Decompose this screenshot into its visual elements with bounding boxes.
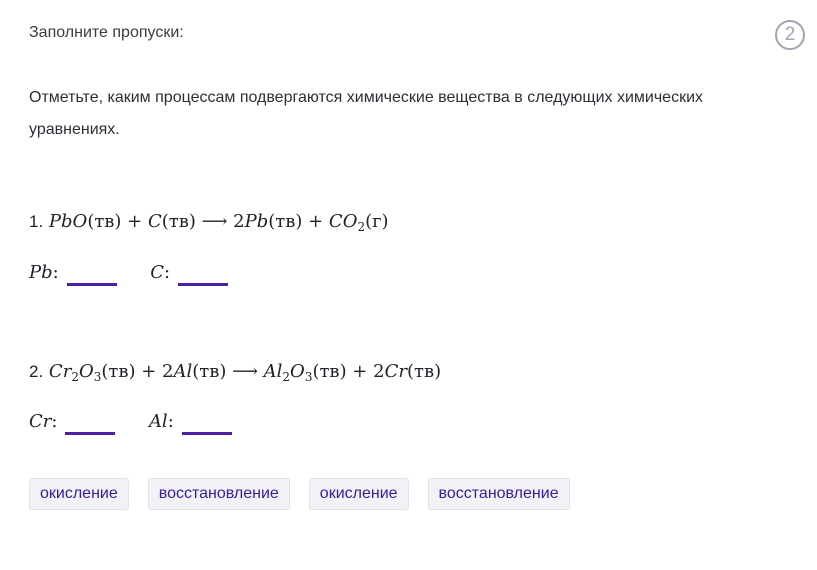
equation-1-number: 1. [29,212,44,231]
blank-pb-dropzone[interactable] [67,261,117,286]
option-chip-oxidation-1[interactable]: окисление [29,478,129,510]
blank-al-dropzone[interactable] [182,410,232,435]
blank-cr-dropzone[interactable] [65,410,115,435]
blank-c-dropzone[interactable] [178,261,228,286]
option-chip-oxidation-2[interactable]: окисление [309,478,409,510]
task-text: Отметьте, каким процессам подвергаются химические вещества в следующих химических уравнениях. [29,89,704,138]
option-chip-reduction-1[interactable]: восстановление [148,478,290,510]
equation-1: 1. PbO(тв) + C(тв) ⟶ $2Pb(тв) + CO_2(г)$ [29,211,389,234]
equation-1-blanks: Pb: C: [29,261,228,286]
step-number-badge: 2 [775,20,805,50]
blank-label-al: Al [148,411,168,432]
answer-options [29,478,589,510]
instruction-label: Заполните пропуски: [29,24,184,41]
blank-label-pb: Pb [29,262,53,283]
blank-label-c: C [150,262,164,283]
equation-2: 2. $Cr_2O_3(тв) + 2Al(тв)$ ⟶ $Al_2O_3(тв) + 2Cr(тв)$ [29,361,442,384]
equation-2-number: 2. [29,362,44,381]
option-chip-reduction-2[interactable]: восстановление [428,478,570,510]
equation-2-blanks: Cr: Al: [29,410,232,435]
blank-label-cr: Cr [29,411,52,432]
